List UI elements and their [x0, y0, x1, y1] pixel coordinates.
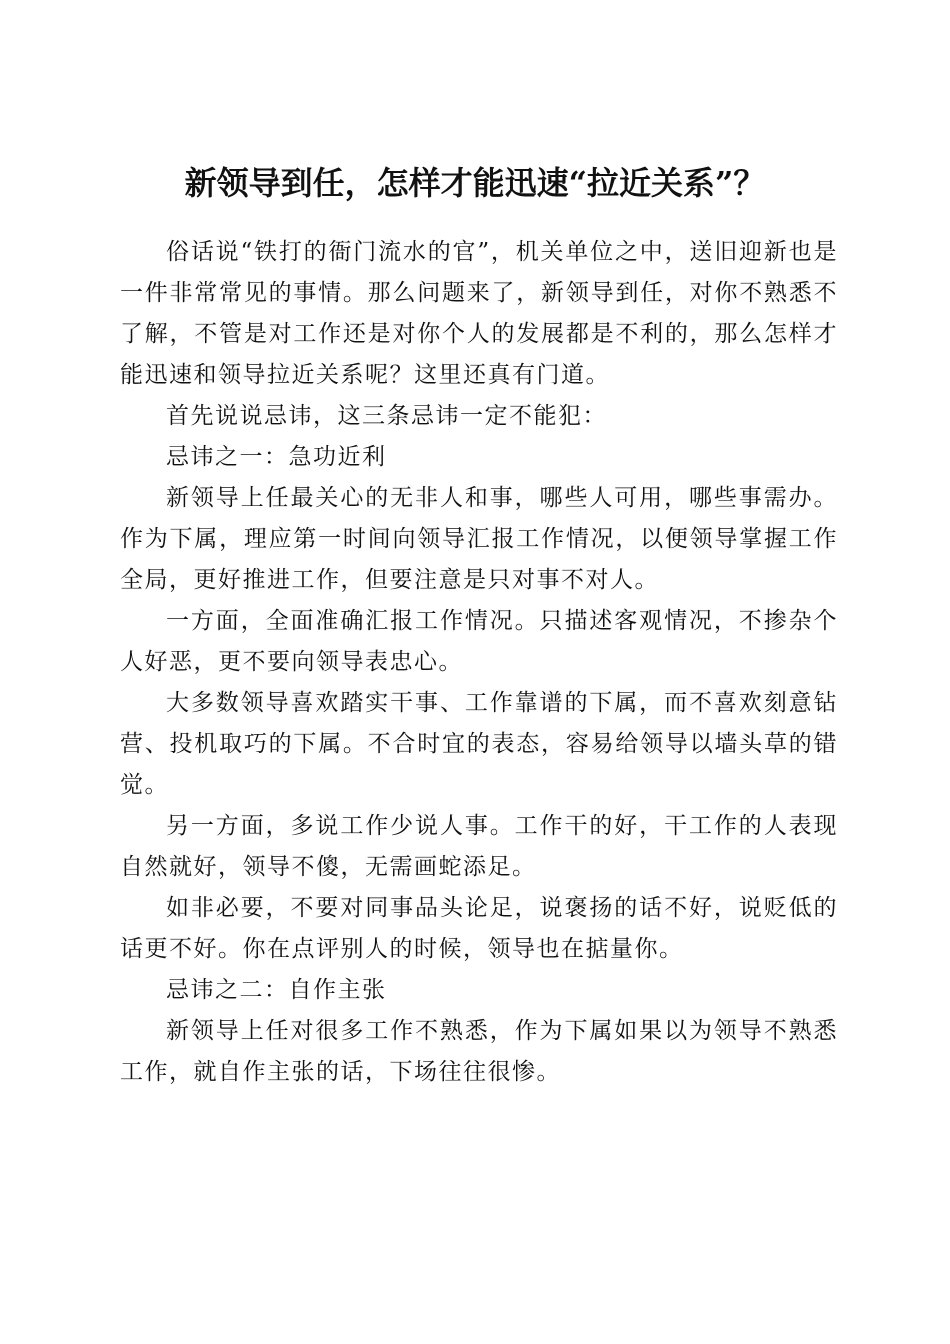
- paragraph: 新领导上任最关心的无非人和事，哪些人可用，哪些事需办。作为下属，理应第一时间向领导汇报工作情况，以便领导掌握工作全局，更好推进工作，但要注意是只对事不对人。: [120, 485, 838, 593]
- paragraph: 俗话说“铁打的衙门流水的官”，机关单位之中，送旧迎新也是一件非常常见的事情。那么问题来了，新领导到任，对你不熟悉不了解，不管是对工作还是对你个人的发展都是不利的，那么怎样才能迅速和领导拉近关系呢？这里还真有门道。: [120, 239, 838, 388]
- paragraph: 另一方面，多说工作少说人事。工作干的好，干工作的人表现自然就好，领导不傻，无需画蛇添足。: [120, 813, 838, 880]
- paragraph: 如非必要，不要对同事品头论足，说褒扬的话不好，说贬低的话更不好。你在点评别人的时候，领导也在掂量你。: [120, 895, 838, 962]
- paragraph: 大多数领导喜欢踏实干事、工作靠谱的下属，而不喜欢刻意钻营、投机取巧的下属。不合时宜的表态，容易给领导以墙头草的错觉。: [120, 690, 838, 798]
- paragraph: 首先说说忌讳，这三条忌讳一定不能犯：: [166, 403, 607, 429]
- paragraph: 新领导上任对很多工作不熟悉，作为下属如果以为领导不熟悉工作，就自作主张的话，下场往往很惨。: [120, 1018, 838, 1085]
- section-heading: 忌讳之二：自作主张: [166, 977, 387, 1003]
- document-body: [120, 232, 838, 1093]
- document-title: 新领导到任，怎样才能迅速“拉近关系”？: [184, 164, 766, 203]
- section-heading: 忌讳之一：急功近利: [166, 444, 387, 470]
- paragraph: 一方面，全面准确汇报工作情况。只描述客观情况，不掺杂个人好恶，更不要向领导表忠心。: [120, 608, 838, 675]
